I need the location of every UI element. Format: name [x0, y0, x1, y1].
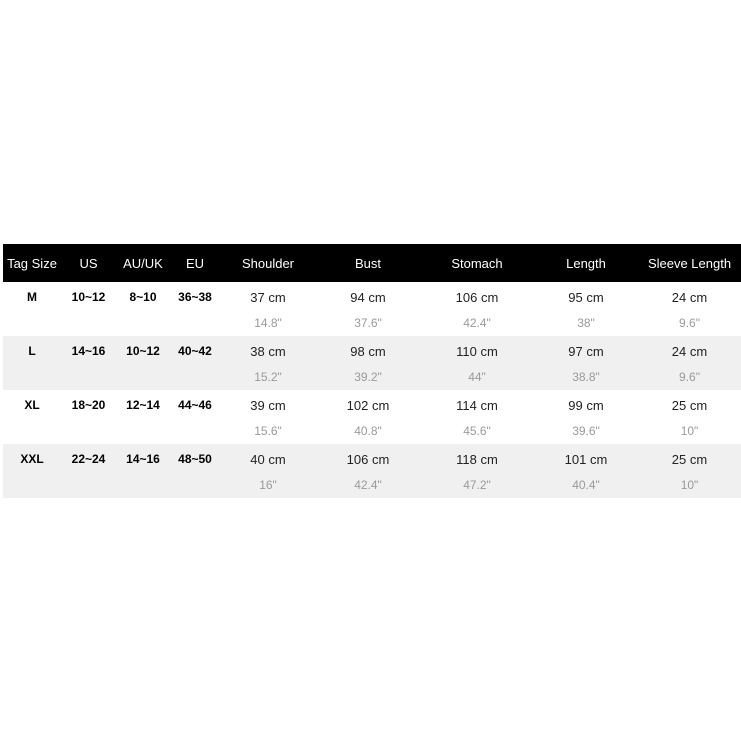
- bust-inch: 37.6": [354, 316, 382, 330]
- sleeve-length-cm: 25 cm: [671, 452, 708, 467]
- shoulder-inch: 14.8": [254, 316, 282, 330]
- sleeve-length-inch: 10": [680, 478, 699, 492]
- bust-cm: 106 cm: [346, 452, 390, 467]
- header-tag-size: Tag Size: [7, 255, 57, 271]
- shoulder-cell: [220, 390, 316, 444]
- sleeve-length-cm: 24 cm: [671, 290, 708, 305]
- table-row: [3, 390, 741, 444]
- header-us: US: [79, 255, 98, 271]
- eu-size-cell: 40~42: [178, 344, 212, 358]
- stomach-cell: [420, 390, 534, 444]
- bust-cell: [316, 390, 420, 444]
- au-uk-size-cell: 12~14: [126, 398, 160, 412]
- au-uk-size-cell: 10~12: [126, 344, 160, 358]
- table-header-row: [3, 244, 741, 282]
- stomach-inch: 42.4": [463, 316, 491, 330]
- tag-size-cell: XL: [24, 398, 40, 412]
- shoulder-cm: 39 cm: [250, 398, 286, 413]
- shoulder-inch: 15.6": [254, 424, 282, 438]
- length-cm: 101 cm: [564, 452, 608, 467]
- shoulder-cell: [220, 282, 316, 336]
- header-eu: EU: [185, 255, 205, 271]
- au-uk-size-cell: 8~10: [129, 290, 157, 304]
- bust-inch: 39.2": [354, 370, 382, 384]
- sleeve-length-cell: [638, 390, 741, 444]
- shoulder-inch: 15.2": [254, 370, 282, 384]
- stomach-cm: 106 cm: [455, 290, 499, 305]
- stomach-cell: [420, 282, 534, 336]
- bust-cm: 98 cm: [350, 344, 386, 359]
- length-inch: 40.4": [572, 478, 600, 492]
- sleeve-length-inch: 9.6": [679, 316, 700, 330]
- au-uk-size-cell: 14~16: [126, 452, 160, 466]
- sleeve-length-inch: 10": [680, 424, 699, 438]
- sleeve-length-cm: 25 cm: [671, 398, 708, 413]
- length-inch: 38.8": [572, 370, 600, 384]
- bust-inch: 42.4": [354, 478, 382, 492]
- tag-size-cell: M: [27, 290, 37, 304]
- header-au-uk: AU/UK: [123, 255, 163, 271]
- length-cell: [534, 390, 638, 444]
- shoulder-cm: 40 cm: [250, 452, 286, 467]
- bust-cell: [316, 282, 420, 336]
- bust-cell: [316, 336, 420, 390]
- eu-size-cell: 44~46: [178, 398, 212, 412]
- stomach-cell: [420, 336, 534, 390]
- table-row: [3, 282, 741, 336]
- sleeve-length-inch: 9.6": [679, 370, 700, 384]
- shoulder-inch: 16": [259, 478, 277, 492]
- stomach-cm: 110 cm: [456, 344, 498, 359]
- length-inch: 38": [577, 316, 595, 330]
- length-cell: [534, 336, 638, 390]
- us-size-cell: 18~20: [71, 398, 106, 412]
- bust-cell: [316, 444, 420, 498]
- tag-size-cell: L: [28, 344, 36, 358]
- shoulder-cell: [220, 444, 316, 498]
- stomach-cell: [420, 444, 534, 498]
- sleeve-length-cm: 24 cm: [671, 344, 708, 359]
- bust-cm: 102 cm: [346, 398, 390, 413]
- eu-size-cell: 48~50: [178, 452, 212, 466]
- shoulder-cm: 37 cm: [250, 290, 286, 305]
- stomach-inch: 44": [468, 370, 486, 384]
- header-shoulder: Shoulder: [241, 255, 295, 271]
- length-cm: 99 cm: [568, 398, 604, 413]
- shoulder-cm: 38 cm: [250, 344, 286, 359]
- header-length: Length: [566, 255, 606, 271]
- us-size-cell: 10~12: [71, 290, 106, 304]
- sleeve-length-cell: [638, 336, 741, 390]
- eu-size-cell: 36~38: [178, 290, 212, 304]
- sleeve-length-cell: [638, 282, 741, 336]
- length-inch: 39.6": [572, 424, 600, 438]
- bust-inch: 40.8": [354, 424, 382, 438]
- length-cell: [534, 444, 638, 498]
- bust-cm: 94 cm: [350, 290, 386, 305]
- header-stomach: Stomach: [451, 255, 503, 271]
- table-row: [3, 336, 741, 390]
- sleeve-length-cell: [638, 444, 741, 498]
- tag-size-cell: XXL: [20, 452, 44, 466]
- stomach-inch: 45.6": [463, 424, 491, 438]
- header-sleeve-length: Sleeve Length: [647, 255, 732, 271]
- table-row: [3, 444, 741, 498]
- header-bust: Bust: [354, 255, 381, 271]
- stomach-inch: 47.2": [463, 478, 491, 492]
- length-cm: 95 cm: [568, 290, 604, 305]
- length-cm: 97 cm: [568, 344, 604, 359]
- length-cell: [534, 282, 638, 336]
- size-chart-table: [3, 244, 741, 498]
- stomach-cm: 118 cm: [456, 452, 498, 467]
- us-size-cell: 22~24: [71, 452, 106, 466]
- us-size-cell: 14~16: [71, 344, 106, 358]
- shoulder-cell: [220, 336, 316, 390]
- stomach-cm: 114 cm: [456, 398, 498, 413]
